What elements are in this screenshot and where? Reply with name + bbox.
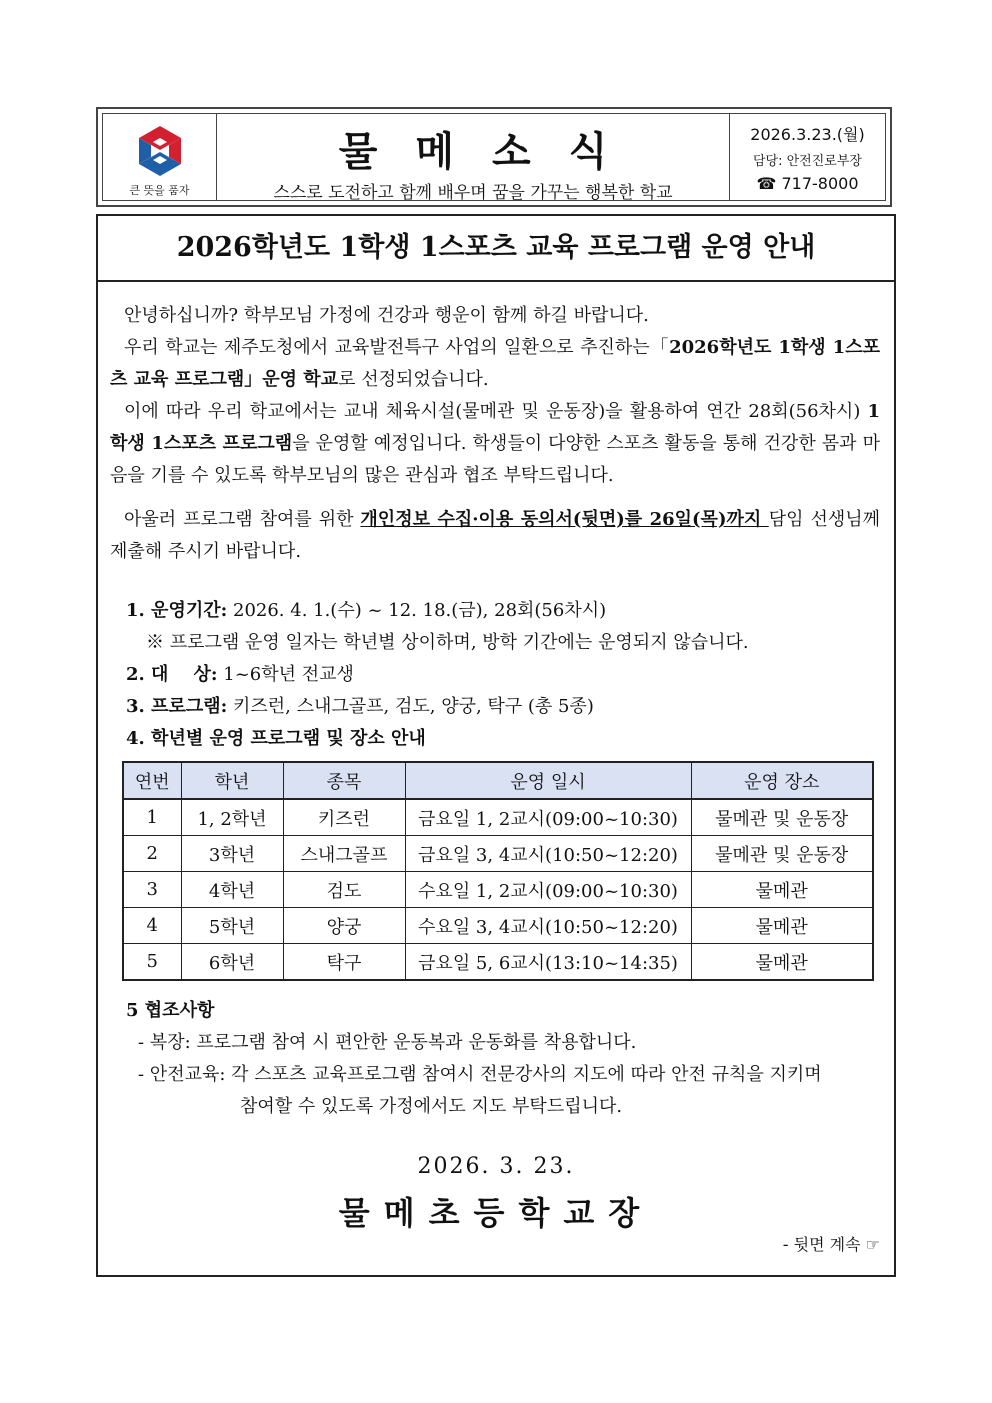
item-target (126, 660, 354, 686)
table-row (123, 799, 873, 836)
cell-grade: 1, 2학년 (181, 799, 283, 836)
bold-span: 1학생 1스포츠 프로그램 (110, 401, 880, 454)
cell-time: 금요일 1, 2교시(09:00~10:30) (405, 799, 691, 836)
info-cell (730, 114, 885, 200)
text-span: 우리 학교는 제주도청에서 교육발전특구 사업의 일환으로 추진하는「 (124, 337, 670, 358)
cell-place: 물메관 및 운동장 (691, 799, 873, 836)
bold-span: 2026학년도 1학생 1스포츠 교육 프로그램」운영 학교 (110, 337, 880, 390)
footer-date: 2026. 3. 23. (417, 1154, 575, 1179)
item-period (126, 596, 606, 622)
cell-sport: 탁구 (283, 944, 405, 981)
cell-time: 금요일 5, 6교시(13:10~14:35) (405, 944, 691, 981)
item-schedule-title: 4. 학년별 운영 프로그램 및 장소 안내 (126, 728, 426, 749)
text-span: 담임 선생님께 제출해 주시기 바랍니다. (110, 509, 881, 562)
logo-cell (103, 114, 217, 200)
cooperation-safety-cont: 참여할 수 있도록 가정에서도 지도 부탁드립니다. (240, 1096, 623, 1117)
cell-grade: 3학년 (181, 836, 283, 872)
logo-caption: 큰 뜻을 품자 (129, 184, 190, 197)
cell-no: 5 (123, 944, 181, 981)
paragraph-selection (110, 332, 880, 396)
cell-no: 1 (123, 799, 181, 836)
cell-place: 물메관 (691, 908, 873, 944)
item-value: 키즈런, 스내그골프, 검도, 양궁, 탁구 (총 5종) (227, 696, 594, 717)
table-row (123, 944, 873, 981)
item-label: 2. 대 상: (126, 664, 218, 685)
table-header-row (123, 762, 873, 799)
table-row (123, 836, 873, 872)
header-grade: 학년 (181, 762, 283, 799)
cooperation-dress: - 복장: 프로그램 참여 시 편안한 운동복과 운동화를 착용합니다. (138, 1032, 637, 1053)
item-program (126, 692, 594, 718)
cell-place: 물메관 (691, 872, 873, 908)
header-inner (102, 113, 886, 201)
cell-no: 2 (123, 836, 181, 872)
continued-note: - 뒷면 계속 ☞ (782, 1235, 880, 1254)
cell-sport: 검도 (283, 872, 405, 908)
principal-signature: 물메초등학교장 (338, 1194, 654, 1232)
main-document (96, 214, 896, 1277)
item-period-note: ※ 프로그램 운영 일자는 학년별 상이하며, 방학 기간에는 운영되지 않습니다. (146, 632, 749, 653)
underlined-span: 개인정보 수집·이용 동의서(뒷면)를 26일(목)까지 (360, 509, 769, 530)
table-row (123, 908, 873, 944)
school-logo-icon (129, 124, 191, 178)
newsletter-header (96, 107, 892, 207)
text-span: 을 운영할 예정입니다. 학생들이 다양한 스포츠 활동을 통해 건강한 몸과 마음을 기를 수 있도록 학부모님의 많은 관심과 협조 부탁드립니다. (110, 433, 880, 486)
cell-no: 3 (123, 872, 181, 908)
header-sport: 종목 (283, 762, 405, 799)
header-no: 연번 (123, 762, 181, 799)
cell-place: 물메관 및 운동장 (691, 836, 873, 872)
document-title: 2026학년도 1학생 1스포츠 교육 프로그램 운영 안내 (98, 216, 894, 282)
cell-time: 수요일 3, 4교시(10:50~12:20) (405, 908, 691, 944)
cell-no: 4 (123, 908, 181, 944)
newsletter-title: 물메소식 (338, 128, 646, 175)
greeting: 안녕하십니까? 학부모님 가정에 건강과 행운이 함께 하길 바랍니다. (124, 305, 649, 326)
school-motto: 스스로 도전하고 함께 배우며 꿈을 가꾸는 행복한 학교 (273, 183, 673, 203)
item-value: 1~6학년 전교생 (217, 664, 354, 685)
department: 담당: 안전진로부장 (753, 154, 862, 169)
item-value: 2026. 4. 1.(수) ~ 12. 18.(금), 28회(56차시) (227, 600, 607, 621)
intro-text (110, 300, 880, 568)
phone-number: ☎ 717-8000 (756, 174, 859, 193)
header-place: 운영 장소 (691, 762, 873, 799)
paragraph-plan (110, 396, 880, 492)
paragraph-consent (110, 504, 880, 568)
table-row (123, 872, 873, 908)
cell-grade: 4학년 (181, 872, 283, 908)
header-time: 운영 일시 (405, 762, 691, 799)
cell-sport: 양궁 (283, 908, 405, 944)
cooperation-safety: - 안전교육: 각 스포츠 교육프로그램 참여시 전문강사의 지도에 따라 안전 규칙을 지키며 (138, 1064, 822, 1085)
cell-time: 수요일 1, 2교시(09:00~10:30) (405, 872, 691, 908)
cell-place: 물메관 (691, 944, 873, 981)
title-cell (217, 114, 730, 203)
text-span: 아울러 프로그램 참여를 위한 (124, 509, 361, 530)
cell-time: 금요일 3, 4교시(10:50~12:20) (405, 836, 691, 872)
cell-sport: 스내그골프 (283, 836, 405, 872)
cell-sport: 키즈런 (283, 799, 405, 836)
item-label: 3. 프로그램: (126, 696, 228, 717)
schedule-table (122, 761, 874, 981)
cooperation-title: 5 협조사항 (126, 1000, 215, 1021)
issue-date: 2026.3.23.(월) (750, 125, 865, 144)
text-span: 이에 따라 우리 학교에서는 교내 체육시설(물메관 및 운동장)을 활용하여 연간 28회(56차시) (124, 401, 868, 422)
text-span: 로 선정되었습니다. (338, 369, 489, 390)
cell-grade: 5학년 (181, 908, 283, 944)
item-label: 1. 운영기간: (126, 600, 228, 621)
cell-grade: 6학년 (181, 944, 283, 981)
